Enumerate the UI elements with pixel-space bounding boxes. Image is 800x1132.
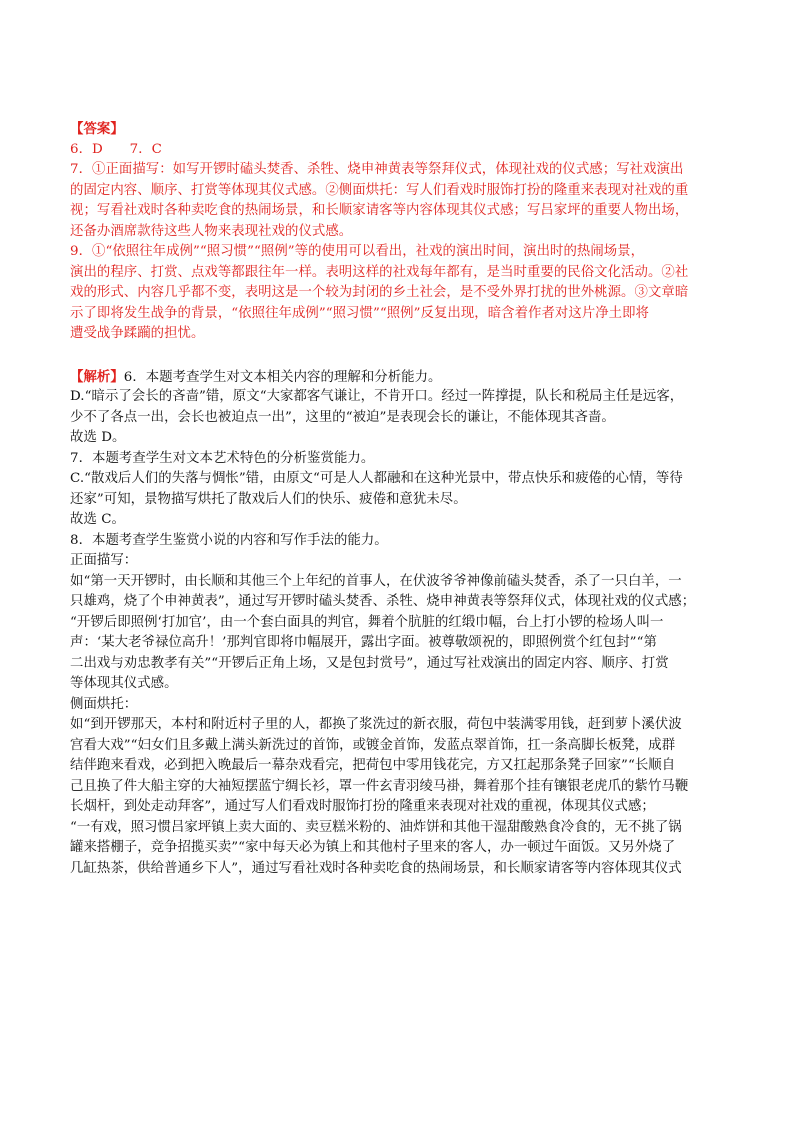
analysis-line: 8．本题考查学生鉴赏小说的内容和写作手法的能力。: [70, 532, 388, 548]
analysis-line: 宫看大戏”“妇女们且多戴上满头新洗过的首饰，或镀金首饰，发蓝点翠首饰，扛一条高脚长板凳，成群: [70, 737, 676, 753]
analysis-line: C.“散戏后人们的失落与惆怅”错，由原文“可是人人都融和在这种光景中，带点快乐和疲倦的心情，等待: [70, 471, 683, 486]
answer-line: 7．①正面描写：如写开锣时磕头焚香、杀牲、烧申神黄表等祭拜仪式，体现社戏的仪式感；写社戏演出: [70, 162, 684, 177]
analysis-line: 还家”可知，景物描写烘托了散戏后人们的快乐、疲倦和意犹未尽。: [70, 491, 467, 507]
answer-line: 6．D 7．C: [70, 141, 162, 157]
analysis-line: 故选 D。: [70, 430, 126, 445]
analysis-line: 如“到开锣那天，本村和附近村子里的人，都换了浆洗过的新衣服，荷包中装满零用钱，赶到萝卜溪伏波: [70, 717, 682, 732]
analysis-line: 等体现其仪式感。: [70, 676, 178, 691]
answer-line: 视；写看社戏时各种卖吃食的热闹场景，和长顺家请客等内容体现其仪式感；写吕家坪的重要人物出场，: [70, 203, 689, 218]
analysis-line: 正面描写：: [70, 553, 138, 568]
answer-line: 遭受战争蹂躏的担忧。: [70, 326, 205, 341]
analysis-line: D.“暗示了会长的吝啬”错，原文“大家都客气谦让，不肯开口。经过一阵撑提，队长和税局主任是远客，: [70, 389, 684, 404]
answer-line: 的固定内容、顺序、打赏等体现其仪式感。②侧面烘托：写人们看戏时服饰打扮的隆重来表现对社戏的重: [70, 182, 689, 198]
analysis-line: 声：‘某大老爷禄位高升！’那判官即将巾幅展开，露出字面。被尊敬颂祝的，即照例赏个红包封”“第: [70, 635, 657, 650]
analysis-first-line: [70, 367, 732, 388]
analysis-heading: 【解析】: [70, 368, 124, 385]
analysis-line: 结伴跑来看戏，必到把入晚最后一幕杂戏看完，把荷包中零用钱花完，方又扛起那条凳子回家”“长顺自: [70, 758, 676, 773]
analysis-line: “一有戏，照习惯吕家坪镇上卖大面的、卖豆糕米粉的、油炸饼和其他干湿甜酸熟食冷食的，无不挑了锅: [70, 819, 682, 835]
analysis-line: 长烟杆，到处走动拜客”，通过写人们看戏时服饰打扮的隆重来表现对社戏的重视，体现其仪式感；: [70, 799, 655, 814]
analysis-line: 少不了各点一出，会长也被迫点一出”，这里的“被迫”是表现会长的谦让，不能体现其吝啬。: [70, 409, 615, 425]
analysis-line: 侧面烘托：: [70, 696, 138, 712]
answer-line: 示了即将发生战争的背景，“依照往年成例”“照习惯”“照例”反复出现，暗含着作者对这片净土即将: [70, 305, 649, 321]
document-page: [70, 119, 732, 920]
section-spacer: [70, 345, 732, 367]
analysis-line: 二出戏与劝忠教孝有关”“开锣后正角上场，又是包封赏号”，通过写社戏演出的固定内容、顺序、打赏: [70, 655, 669, 671]
analysis-line: 故选 C。: [70, 512, 125, 527]
answer-line: 还备办酒席款待这些人物来表现社戏的仪式感。: [70, 223, 353, 239]
answer-line: 戏的形式、内容几乎都不变，表明这是一个较为封闭的乡土社会，是不受外界打扰的世外桃源。③文章暗: [70, 285, 689, 300]
analysis-line: [70, 879, 732, 900]
analysis-line: 只雄鸡，烧了个申神黄表”，通过写开锣时磕头焚香、杀牲、烧申神黄表等祭拜仪式，体现社戏的仪式感；: [70, 594, 696, 609]
analysis-line: 己且换了件大船主穿的大袖短摆蓝宁绸长衫，罩一件玄青羽绫马褂，舞着那个挂有镶银老虎爪的紫竹马鞭: [70, 778, 689, 794]
answer-line: 演出的程序、打赏、点戏等都跟往年一样。表明这样的社戏每年都有，是当时重要的民俗文化活动。②社: [70, 264, 689, 280]
analysis-line: 几缸热茶，供给普通乡下人”，通过写看社戏时各种卖吃食的热闹场景，和长顺家请客等内容体现其仪式: [70, 860, 682, 876]
answer-line: 9．①“依照往年成例”“照习惯”“照例”等的使用可以看出，社戏的演出时间，演出时的热闹场景，: [70, 244, 645, 259]
analysis-line: 罐来搭棚子，竞争招揽买卖”“家中每天必为镇上和其他村子里来的客人，办一顿过午面饭。又另外烧了: [70, 840, 676, 855]
analysis-first-line-text: 6．本题考查学生对文本相关内容的理解和分析能力。: [123, 369, 442, 385]
analysis-line: “开锣后即照例‘打加官’，由一个套白面具的判官，舞着个肮脏的红缎巾幅，台上打小锣的检场人叫一: [70, 614, 664, 630]
analysis-line: 如“第一天开锣时，由长顺和其他三个上年纪的首事人，在伏波爷爷神像前磕头焚香，杀了一只白羊，一: [70, 573, 682, 589]
analysis-line: [70, 900, 732, 921]
answer-heading: 【答案】: [70, 121, 124, 137]
analysis-line: 7．本题考查学生对文本艺术特色的分析鉴赏能力。: [70, 450, 375, 466]
